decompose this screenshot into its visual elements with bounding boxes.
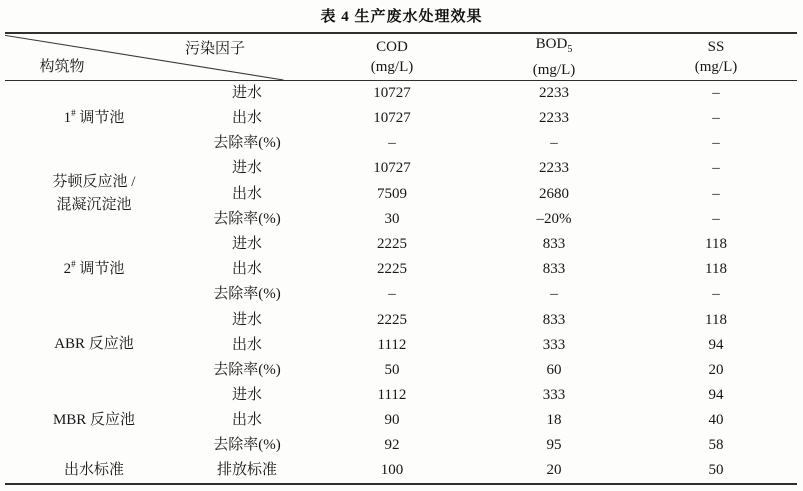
- value-cell: 118: [705, 261, 727, 278]
- value-cell: 333: [542, 336, 566, 353]
- row-label-cell: 出水: [231, 110, 262, 127]
- structure-cell: [5, 156, 183, 232]
- column-name: SS: [707, 39, 725, 55]
- value-cell: 2225: [377, 311, 407, 328]
- value-cell: 118: [705, 235, 727, 252]
- row-label-cell: 出水: [231, 412, 262, 429]
- row-label-cell: 去除率(%): [213, 135, 281, 152]
- structure-label-text: 出水标准: [63, 461, 124, 478]
- wastewater-treatment-table: [5, 32, 797, 485]
- row-label-cell: 进水: [231, 85, 262, 102]
- structure-label-line: [5, 107, 183, 130]
- value-cell: 40: [708, 412, 724, 429]
- value-cell: 10727: [373, 85, 411, 102]
- column-name: COD: [376, 39, 408, 55]
- structure-label-line: [5, 409, 183, 432]
- value-cell: –: [712, 110, 720, 127]
- structure-superscript: #: [71, 258, 76, 269]
- row-label-cell: 去除率(%): [213, 361, 281, 378]
- header-pollution-factor: 污染因子: [184, 41, 246, 57]
- row-label-cell: 进水: [231, 235, 262, 252]
- value-cell: 94: [708, 336, 724, 353]
- value-cell: 18: [546, 412, 562, 429]
- column-header-cod: [311, 33, 473, 81]
- row-label-cell: 去除率(%): [213, 437, 281, 454]
- value-cell: –: [550, 286, 558, 303]
- structure-label-text: 调节池: [75, 109, 125, 126]
- value-cell: –: [712, 210, 720, 227]
- row-label-cell: 进水: [231, 387, 262, 404]
- value-cell: 118: [705, 311, 727, 328]
- column-header-bod5: [473, 33, 635, 81]
- value-cell: 1112: [377, 336, 407, 353]
- value-cell: 2225: [377, 235, 407, 252]
- row-label-cell: 去除率(%): [213, 286, 281, 303]
- structure-cell: [5, 81, 183, 157]
- value-cell: –: [388, 135, 396, 152]
- structure-label-line: [5, 194, 183, 217]
- value-cell: 7509: [377, 185, 407, 202]
- table-body: [5, 81, 797, 484]
- value-cell: 2680: [539, 185, 569, 202]
- value-cell: –: [388, 286, 396, 303]
- structure-label-line: [5, 459, 183, 482]
- value-cell: –: [550, 135, 558, 152]
- row-label-cell: 去除率(%): [213, 210, 281, 227]
- row-label-cell: 出水: [231, 261, 262, 278]
- header-row: [5, 33, 797, 81]
- value-cell: 58: [708, 437, 724, 454]
- row-label-cell: 出水: [231, 336, 262, 353]
- row-label-cell: 排放标准: [183, 458, 311, 483]
- value-cell: 10727: [373, 110, 411, 127]
- table-header: [5, 33, 797, 81]
- table-row: [5, 307, 797, 332]
- value-cell: 95: [546, 437, 562, 454]
- value-cell: 90: [384, 412, 400, 429]
- column-name: $BOD_5$: [535, 36, 573, 55]
- row-label-cell: 进水: [231, 160, 262, 177]
- row-label-cell: 出水: [231, 185, 262, 202]
- column-unit: (mg/L): [694, 59, 738, 75]
- value-cell: –: [712, 160, 720, 177]
- value-cell: 92: [384, 437, 400, 454]
- table-row: [5, 156, 797, 181]
- table-row: [5, 458, 797, 483]
- value-cell: –: [712, 135, 720, 152]
- value-cell: 2233: [539, 160, 569, 177]
- column-header-ss: [635, 33, 797, 81]
- value-cell: –: [712, 85, 720, 102]
- value-cell: 833: [542, 235, 566, 252]
- value-cell: 2225: [377, 261, 407, 278]
- header-structure: 构筑物: [39, 59, 85, 75]
- value-cell: –: [712, 286, 720, 303]
- value-cell: 833: [542, 261, 566, 278]
- structure-superscript: #: [71, 107, 76, 118]
- value-cell: 333: [542, 387, 566, 404]
- value-cell: 50: [384, 361, 400, 378]
- structure-label-text: MBR 反应池: [52, 411, 136, 428]
- value-cell: 2233: [539, 85, 569, 102]
- structure-label-text: 调节池: [75, 260, 125, 277]
- structure-label-text: 1: [63, 109, 72, 126]
- structure-label-text: 混凝沉淀池: [56, 196, 132, 213]
- structure-label-line: [5, 258, 183, 281]
- value-cell: 2233: [539, 110, 569, 127]
- column-unit: (mg/L): [532, 62, 576, 78]
- value-cell: 50: [635, 458, 797, 483]
- structure-cell: [5, 232, 183, 308]
- value-cell: 10727: [373, 160, 411, 177]
- table-row: [5, 383, 797, 408]
- value-cell: 833: [542, 311, 566, 328]
- structure-label-line: [5, 333, 183, 356]
- structure-label-text: 芬顿反应池 /: [52, 173, 136, 190]
- structure-label-line: [5, 171, 183, 194]
- value-cell: –: [712, 185, 720, 202]
- bod-subscript: 5: [567, 44, 573, 55]
- value-cell: 20: [473, 458, 635, 483]
- structure-label-text: 2: [63, 260, 72, 277]
- value-cell: 60: [546, 361, 562, 378]
- diagonal-header-cell: [5, 33, 311, 81]
- value-cell: 100: [311, 458, 473, 483]
- structure-label-text: ABR 反应池: [54, 336, 134, 353]
- value-cell: 1112: [377, 387, 407, 404]
- table-row: [5, 232, 797, 257]
- table-row: [5, 81, 797, 106]
- structure-cell: [5, 307, 183, 383]
- value-cell: –20%: [536, 210, 572, 227]
- value-cell: 20: [708, 361, 724, 378]
- row-label-cell: 进水: [231, 311, 262, 328]
- structure-cell: [5, 458, 183, 483]
- table-title: 表 4 生产废水处理效果: [320, 9, 483, 25]
- structure-cell: [5, 383, 183, 459]
- value-cell: 30: [384, 210, 400, 227]
- value-cell: 94: [708, 387, 724, 404]
- column-unit: (mg/L): [370, 59, 414, 75]
